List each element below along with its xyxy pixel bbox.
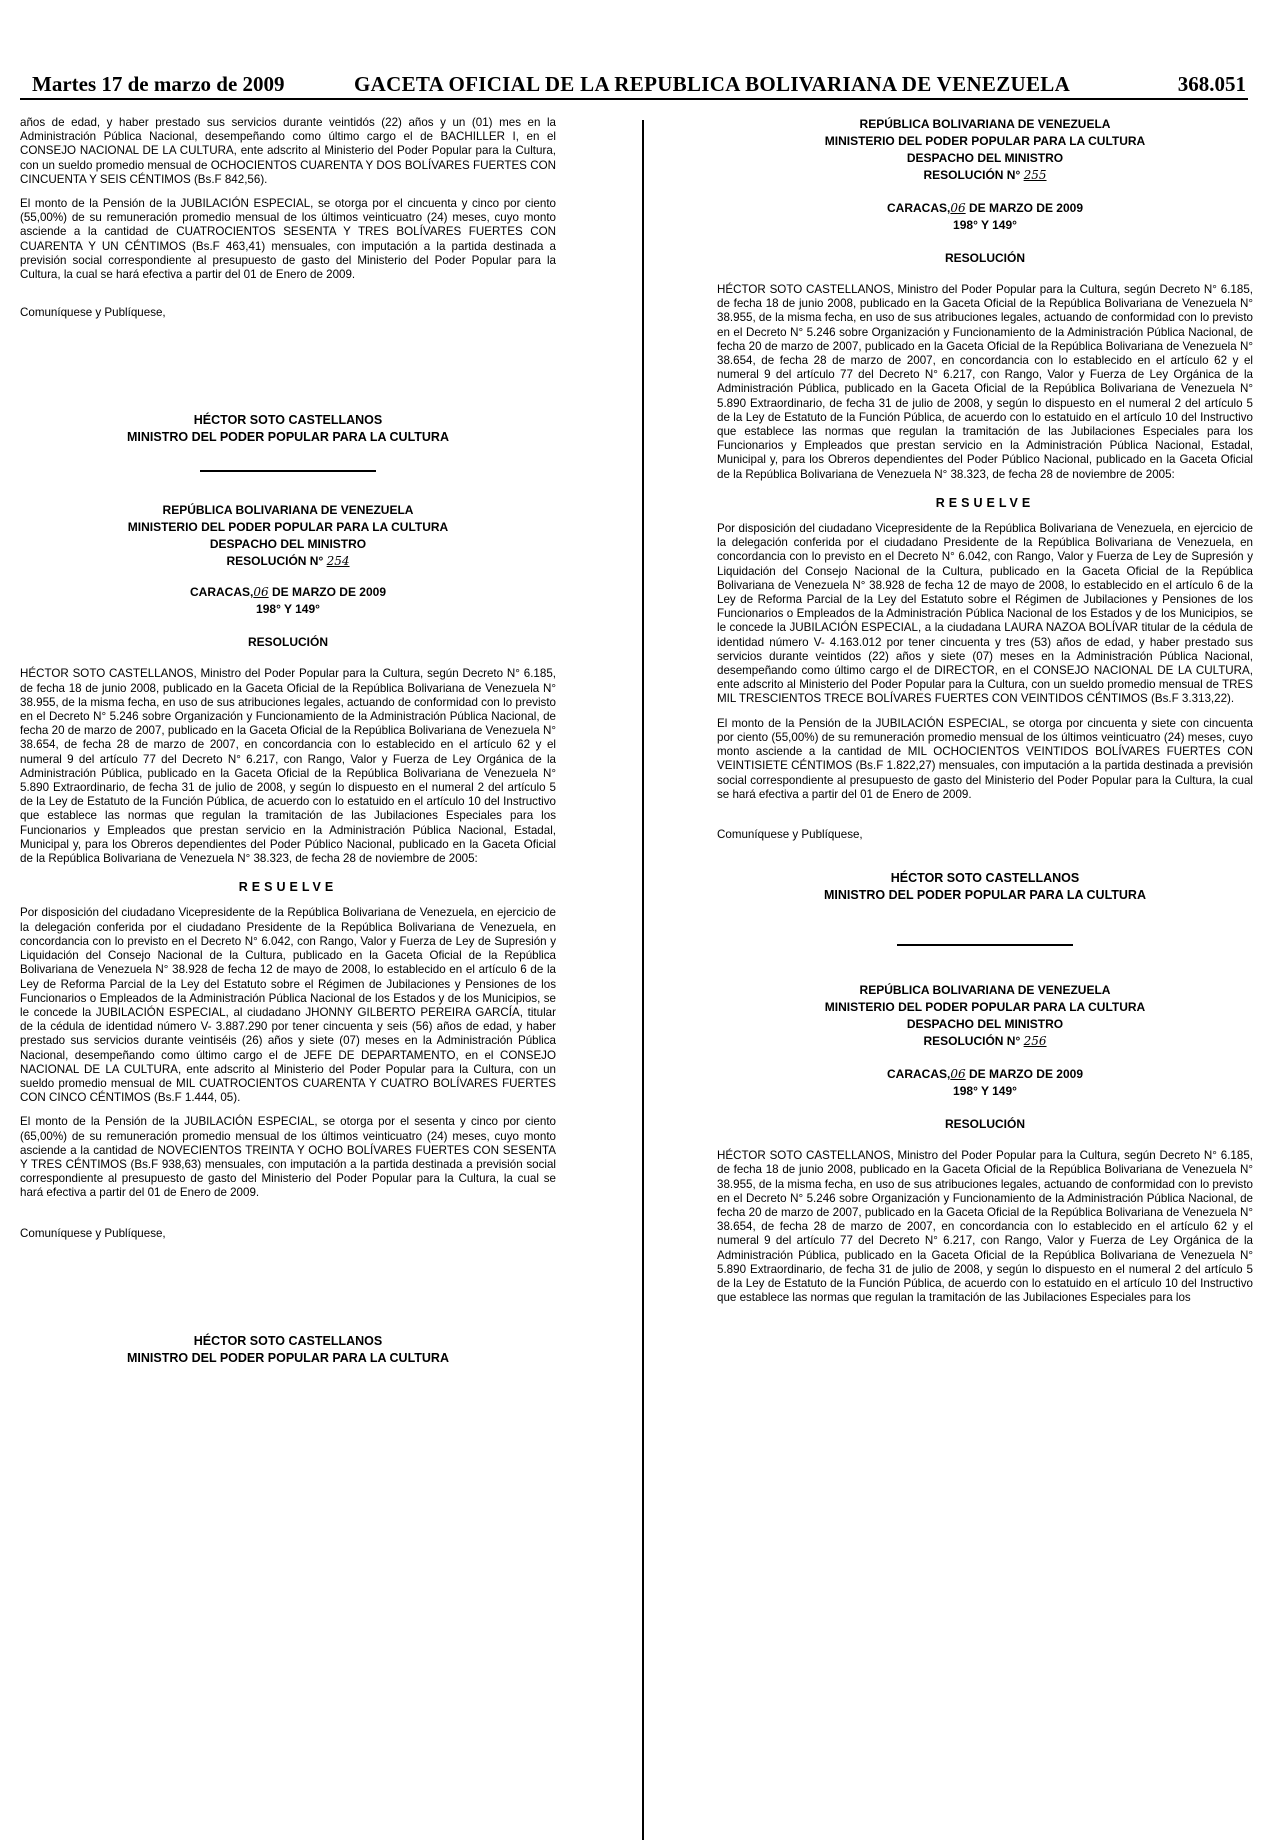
signatory-title: MINISTRO DEL PODER POPULAR PARA LA CULTURA (824, 888, 1146, 903)
resolution-254 (20, 502, 556, 1366)
resolution-date: CARACAS,06 DE MARZO DE 2009 (190, 585, 386, 600)
republic-heading: REPÚBLICA BOLIVARIANA DE VENEZUELA (859, 983, 1111, 998)
gazette-title: GACETA OFICIAL DE LA REPUBLICA BOLIVARIANA DE VENEZUELA (354, 72, 1071, 96)
resolution-preamble: HÉCTOR SOTO CASTELLANOS, Ministro del Poder Popular para la Cultura, según Decreto N° 6.185, de fecha 18 de junio 2008, publicado en la Gaceta Oficial de la República Bolivariana de Venezuela N° 38.955, de la misma fecha, en uso de sus atribuciones legales, actuando de conformidad con lo previsto en el Decreto N° 5.246 sobre Organización y Funcionamiento de la Administración Pública Nacional, de fecha 20 de marzo de 2007, publicado en la Gaceta Oficial de la República Bolivariana de Venezuela N° 38.654, de fecha 28 de marzo de 2007, en concordancia con lo establecido en el artículo 62 y el numeral 9 del artículo 77 del Decreto N° 6.217, con Rango, Valor y Fuerza de Ley Orgánica de la Administración Pública, publicado en la Gaceta Oficial de la República Bolivariana de Venezuela N° 5.890 Extraordinario, de fecha 31 de julio de 2008, y según lo dispuesto en el numeral 2 del artículo 5 de la Ley de Estatuto de la Función Pública, de acuerdo con lo estatuido en el artículo 10 del Instructivo que establece las normas que regulan la tramitación de las Jubilaciones Especiales para los Funcionarios y Empleados que prestan servicio en la Administración Pública Nacional, Estadal, Municipal y, para los Obreros dependientes del Poder Público Nacional, publicado en la Gaceta Oficial de la República Bolivariana de Venezuela N° 38.323, de fecha 28 de noviembre de 2005: (717, 283, 1253, 481)
resuelve-heading: RESUELVE (238, 880, 338, 895)
resolution-number: RESOLUCIÓN N° 256 (923, 1034, 1047, 1049)
handwritten-number: 254 (326, 554, 350, 569)
resolution-label: RESOLUCIÓN (944, 251, 1025, 265)
office-heading: DESPACHO DEL MINISTRO (906, 1017, 1064, 1032)
handwritten-number: 255 (1023, 168, 1047, 182)
handwritten-day: 06 (950, 201, 966, 215)
resolution-preamble: HÉCTOR SOTO CASTELLANOS, Ministro del Poder Popular para la Cultura, según Decreto N° 6.185, de fecha 18 de junio 2008, publicado en la Gaceta Oficial de la República Bolivariana de Venezuela N° 38.955, de la misma fecha, en uso de sus atribuciones legales, actuando de conformidad con lo previsto en el Decreto N° 5.246 sobre Organización y Funcionamiento de la Administración Pública Nacional, de fecha 20 de marzo de 2007, publicado en la Gaceta Oficial de la República Bolivariana de Venezuela N° 38.654, de fecha 28 de marzo de 2007, en concordancia con lo establecido en el artículo 62 y el numeral 9 del artículo 77 del Decreto N° 6.217, con Rango, Valor y Fuerza de Ley Orgánica de la Administración Pública, publicado en la Gaceta Oficial de la República Bolivariana de Venezuela N° 5.890 Extraordinario, de fecha 31 de julio de 2008, y según lo dispuesto en el numeral 2 del artículo 5 de la Ley de Estatuto de la Función Pública, de acuerdo con lo estatuido en el artículo 10 del Instructivo que establece las normas que regulan la tramitación de las Jubilaciones Especiales para los (717, 1149, 1253, 1305)
comuniquese-text: Comuníquese y Publíquese, (717, 827, 863, 841)
pension-amount-paragraph: El monto de la Pensión de la JUBILACIÓN ESPECIAL, se otorga por el cincuenta y cinco por ciento (55,00%) de su remuneración promedio mensual de los últimos veinticuatro (24) meses, cuyo monto asciende a la cantidad de CUATROCIENTOS SESENTA Y TRES BOLÍVARES FUERTES CON CUARENTA Y UN CÉNTIMOS (Bs.F 463,41) mensuales, con imputación a la partida destinada a previsión social correspondiente al presupuesto de gasto del Ministerio del Poder Popular para la Cultura, la cual se hará efectiva a partir del 01 de Enero de 2009. (20, 197, 556, 282)
resolution-date: CARACAS,06 DE MARZO DE 2009 (887, 201, 1083, 215)
resolution-years: 198° Y 149° (953, 1084, 1017, 1099)
signatory-name: HÉCTOR SOTO CASTELLANOS (193, 413, 383, 428)
resolution-years: 198° Y 149° (256, 602, 320, 617)
resolution-number: RESOLUCIÓN N° 254 (226, 554, 350, 569)
right-column (717, 116, 1253, 1315)
handwritten-number: 256 (1023, 1034, 1047, 1049)
signatory-title: MINISTRO DEL PODER POPULAR PARA LA CULTURA (127, 1350, 449, 1365)
signature-block (20, 412, 556, 446)
comuniquese-text: Comuníquese y Publíquese, (20, 1226, 166, 1240)
office-heading: DESPACHO DEL MINISTRO (906, 151, 1064, 165)
resolution-number: RESOLUCIÓN N° 255 (923, 168, 1047, 182)
resolution-date: CARACAS,06 DE MARZO DE 2009 (887, 1067, 1083, 1082)
resolution-years: 198° Y 149° (953, 218, 1017, 232)
ministry-heading: MINISTERIO DEL PODER POPULAR PARA LA CULTURA (127, 520, 449, 535)
office-heading: DESPACHO DEL MINISTRO (209, 537, 367, 552)
resolution-256 (717, 982, 1253, 1305)
column-divider (642, 120, 644, 1840)
resolution-255 (717, 116, 1253, 982)
resolution-label: RESOLUCIÓN (247, 635, 328, 650)
signatory-title: MINISTRO DEL PODER POPULAR PARA LA CULTURA (127, 430, 449, 445)
continued-paragraph: años de edad, y haber prestado sus servicios durante veintidós (22) años y un (01) mes en la Administración Pública Nacional, desempeñando como último cargo el de BACHILLER I, en el CONSEJO NACIONAL DE LA CULTURA, ente adscrito al Ministerio del Poder Popular para la Cultura, con un sueldo promedio mensual de OCHOCIENTOS CUARENTA Y DOS BOLÍVARES FUERTES CON CINCUENTA Y SEIS CÉNTIMOS (Bs.F 842,56). (20, 116, 556, 186)
resolution-amount: El monto de la Pensión de la JUBILACIÓN ESPECIAL, se otorga por el sesenta y cinco por ciento (65,00%) de su remuneración promedio mensual de los últimos veinticuatro (24) meses, cuyo monto asciende a la cantidad de NOVECIENTOS TREINTA Y OCHO BOLÍVARES FUERTES CON SESENTA Y TRES CÉNTIMOS (Bs.F 938,63) mensuales, con imputación a la partida destinada a previsión social correspondiente al presupuesto de gasto del Ministerio del Poder Popular para la Cultura, la cual se hará efectiva a partir del 01 de Enero de 2009. (20, 1115, 556, 1200)
gazette-header (20, 68, 1248, 100)
resolution-disposition: Por disposición del ciudadano Vicepresidente de la República Bolivariana de Venezuela, en ejercicio de la delegación conferida por el ciudadano Presidente de la República Bolivariana de Venezuela, en concordancia con lo previsto en el Decreto N° 6.042, con Rango, Valor y Fuerza de Ley de Supresión y Liquidación del Consejo Nacional de la Cultura, publicado en la Gaceta Oficial de la República Bolivariana de Venezuela N° 38.928 de fecha 12 de mayo de 2008, lo establecido en el artículo 6 de la Ley de Reforma Parcial de la Ley del Estatuto sobre el Régimen de Jubilaciones y Pensiones de los Funcionarios o Empleados de la Administración Pública Nacional de los Estados y de los Municipios, se le concede la JUBILACIÓN ESPECIAL, al ciudadano JHONNY GILBERTO PEREIRA GARCÍA, titular de la cédula de identidad número V- 3.887.290 por tener cincuenta y seis (56) años de edad, y haber prestado sus servicios durante veintiséis (26) años y siete (07) meses en la Administración Pública Nacional, desempeñando como último cargo el de JEFE DE DEPARTAMENTO, en el CONSEJO NACIONAL DE LA CULTURA, ente adscrito al Ministerio del Poder Popular para la Cultura, con un sueldo promedio mensual de MIL CUATROCIENTOS CUARENTA Y CUATRO BOLÍVARES FUERTES CON CINCO CÉNTIMOS (Bs.F 1.444, 05). (20, 906, 556, 1105)
resolution-label: RESOLUCIÓN (944, 1117, 1025, 1132)
header-date: Martes 17 de marzo de 2009 (32, 72, 285, 96)
resuelve-heading: RESUELVE (935, 495, 1035, 510)
ministry-heading: MINISTERIO DEL PODER POPULAR PARA LA CULTURA (824, 134, 1146, 148)
page-number: 368.051 (1177, 72, 1246, 96)
left-column (20, 116, 556, 1367)
republic-heading: REPÚBLICA BOLIVARIANA DE VENEZUELA (162, 503, 414, 518)
handwritten-day: 06 (253, 585, 269, 600)
resolution-preamble: HÉCTOR SOTO CASTELLANOS, Ministro del Poder Popular para la Cultura, según Decreto N° 6.185, de fecha 18 de junio 2008, publicado en la Gaceta Oficial de la República Bolivariana de Venezuela N° 38.955, de la misma fecha, en uso de sus atribuciones legales, actuando de conformidad con lo previsto en el Decreto N° 5.246 sobre Organización y Funcionamiento de la Administración Pública Nacional, de fecha 20 de marzo de 2007, publicado en la Gaceta Oficial de la República Bolivariana de Venezuela N° 38.654, de fecha 28 de marzo de 2007, en concordancia con lo establecido en el artículo 62 y el numeral 9 del artículo 77 del Decreto N° 6.217, con Rango, Valor y Fuerza de Ley Orgánica de la Administración Pública, publicado en la Gaceta Oficial de la República Bolivariana de Venezuela N° 5.890 Extraordinario, de fecha 31 de julio de 2008, y según lo dispuesto en el numeral 2 del artículo 5 de la Ley de Estatuto de la Función Pública, de acuerdo con lo estatuido en el artículo 10 del Instructivo que establece las normas que regulan la tramitación de las Jubilaciones Especiales para los Funcionarios y Empleados que prestan servicio en la Administración Pública Nacional, Estadal, Municipal y, para los Obreros dependientes del Poder Público Nacional, publicado en la Gaceta Oficial de la República Bolivariana de Venezuela N° 38.323, de fecha 28 de noviembre de 2005: (20, 667, 556, 866)
resolution-amount: El monto de la Pensión de la JUBILACIÓN ESPECIAL, se otorga por cincuenta y siete con cincuenta por ciento (55,00%) de su remuneración promedio mensual de los últimos veinticuatro (24) meses, cuyo monto asciende a la cantidad de MIL OCHOCIENTOS VEINTIDOS BOLÍVARES FUERTES CON VEINTISIETE CÉNTIMOS (Bs.F 1.822,27) mensuales, con imputación a la partida destinada a previsión social correspondiente al presupuesto de gasto del Ministerio del Poder Popular para la Cultura, la cual se hará efectiva a partir del 01 de Enero de 2009. (717, 716, 1253, 801)
signatory-name: HÉCTOR SOTO CASTELLANOS (890, 871, 1080, 886)
signature-block (20, 1333, 556, 1367)
comuniquese-text: Comuníquese y Publíquese, (20, 306, 166, 320)
signatory-name: HÉCTOR SOTO CASTELLANOS (193, 1333, 383, 1348)
republic-heading: REPÚBLICA BOLIVARIANA DE VENEZUELA (859, 117, 1111, 131)
handwritten-day: 06 (950, 1067, 966, 1082)
signature-block (717, 870, 1253, 904)
resolution-disposition: Por disposición del ciudadano Vicepresidente de la República Bolivariana de Venezuela, en ejercicio de la delegación conferida por el ciudadano Presidente de la República Bolivariana de Venezuela, en concordancia con lo previsto en el Decreto N° 6.042, con Rango, Valor y Fuerza de Ley de Supresión y Liquidación del Consejo Nacional de la Cultura, publicado en la Gaceta Oficial de la República Bolivariana de Venezuela N° 38.928 de fecha 12 de mayo de 2008, lo establecido en el artículo 6 de la Ley de Reforma Parcial de la Ley del Estatuto sobre el Régimen de Jubilaciones y Pensiones de los Funcionarios o Empleados de la Administración Pública Nacional de los Estados y de los Municipios, se le concede la JUBILACIÓN ESPECIAL, a la ciudadana LAURA NAZOA BOLÍVAR titular de la cédula de identidad número V- 4.163.012 por tener cincuenta y tres (53) años de edad, y haber prestado sus servicios durante veintidos (22) años y siete (07) meses en la Administración Pública Nacional, desempeñando como último cargo el de DIRECTOR, en el CONSEJO NACIONAL DE LA CULTURA, ente adscrito al Ministerio del Poder Popular para la Cultura, con un sueldo promedio mensual de TRES MIL TRESCIENTOS TRECE BOLÍVARES FUERTES CON VEINTIDOS CÉNTIMOS (Bs.F 3.313,22). (717, 522, 1253, 706)
ministry-heading: MINISTERIO DEL PODER POPULAR PARA LA CULTURA (824, 1000, 1146, 1015)
